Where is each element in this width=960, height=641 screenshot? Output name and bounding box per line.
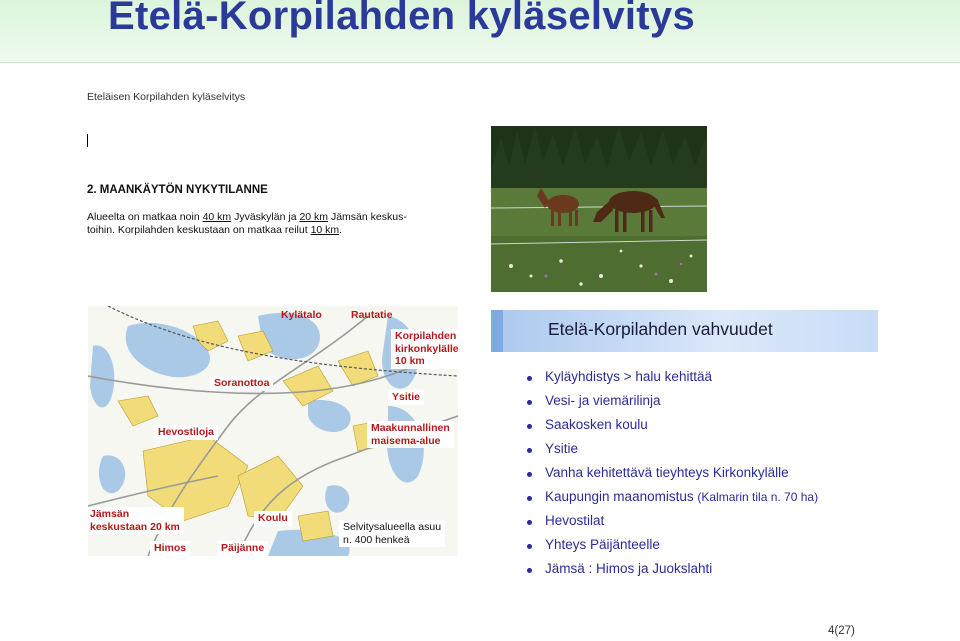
slide-title: Etelä-Korpilahden kyläselvitys xyxy=(108,0,696,38)
map-label-line: 10 km xyxy=(395,355,425,367)
map-label-line: kirkonkylälle xyxy=(395,342,459,355)
para-text: Jämsän keskus- xyxy=(328,211,407,223)
section-heading: 2. MAANKÄYTÖN NYKYTILANNE xyxy=(87,184,268,196)
list-item: Jämsä : Himos ja Juokslahti xyxy=(527,561,818,585)
map-label-ysitie: Ysitie xyxy=(388,390,424,405)
map-label-kylatalo: Kylätalo xyxy=(281,309,322,321)
strengths-list xyxy=(527,369,818,585)
para-text: . xyxy=(339,224,343,236)
text-cursor xyxy=(87,134,88,147)
list-item: Ysitie xyxy=(527,441,818,465)
list-item: Hevostilat xyxy=(527,513,818,537)
banner-accent xyxy=(491,310,503,352)
map-label-paijanne: Päijänne xyxy=(217,541,268,556)
map-label-rautatie: Rautatie xyxy=(351,309,393,321)
para-text: toihin. Korpilahden keskustaan on matkaa reilut xyxy=(87,224,311,236)
map-label-line: Jämsän xyxy=(90,508,130,520)
list-item: Vesi- ja viemärilinja xyxy=(527,393,818,417)
list-item: Vanha kehitettävä tieyhteys Kirkonkylälle xyxy=(527,465,818,489)
distance-jamsa: 20 km xyxy=(299,211,329,223)
distance-korpilahti: 10 km xyxy=(310,224,340,236)
page-indicator: 4(27) xyxy=(828,625,855,637)
list-item: Yhteys Päijänteelle xyxy=(527,537,818,561)
map-label-line: Selvitysalueella asuu xyxy=(343,521,442,533)
horses-photo xyxy=(491,126,707,292)
document-header: Eteläisen Korpilahden kyläselvitys xyxy=(87,91,246,103)
map-label-line: maisema-alue xyxy=(371,434,441,447)
map-label-line: n. 400 henkeä xyxy=(343,533,410,546)
map-label-line: keskustaan 20 km xyxy=(90,520,180,533)
document-paragraph xyxy=(87,211,467,237)
list-item-note: (Kalmarin tila n. 70 ha) xyxy=(697,490,819,504)
list-item-text: Kaupungin maanomistus xyxy=(545,489,694,504)
map-label-maakunnallinen xyxy=(367,421,454,448)
para-text: Jyväskylän ja xyxy=(231,211,300,223)
distance-jyvaskyla: 40 km xyxy=(202,211,232,223)
map-label-hevostiloja: Hevostiloja xyxy=(154,425,218,440)
map-label-jamsan xyxy=(86,507,184,534)
map-label-koulu: Koulu xyxy=(254,511,292,526)
list-item: Kyläyhdistys > halu kehittää xyxy=(527,369,818,393)
para-text: Alueelta on matkaa noin xyxy=(87,211,203,223)
map-label-himos: Himos xyxy=(150,541,190,556)
map-label-line: Maakunnallinen xyxy=(371,422,450,434)
map-label-line: Korpilahden xyxy=(395,330,457,342)
list-item: Saakosken koulu xyxy=(527,417,818,441)
map-label-selvitysalue xyxy=(339,520,445,547)
map-label-soranottoa: Soranottoa xyxy=(210,376,273,391)
map-label-korpilahden xyxy=(391,329,463,369)
strengths-heading: Etelä-Korpilahden vahvuudet xyxy=(548,319,773,339)
list-item xyxy=(527,489,818,513)
